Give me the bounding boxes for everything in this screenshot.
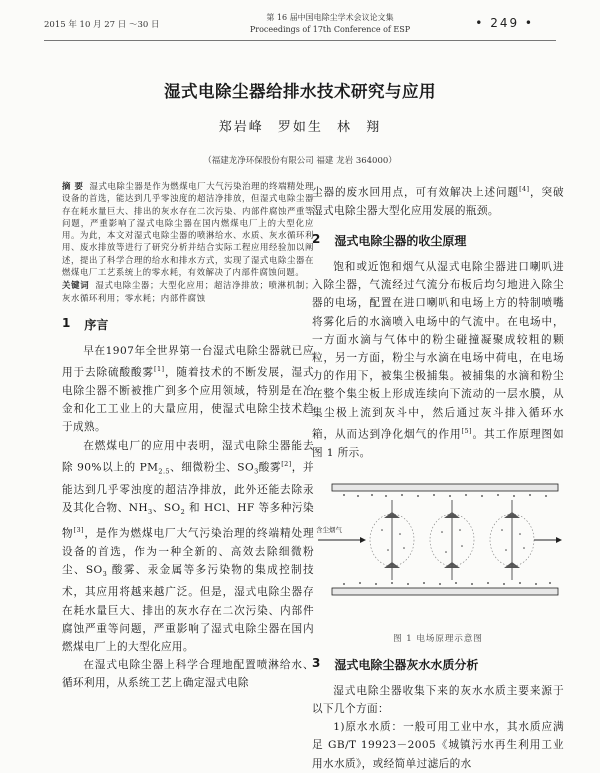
water-quality-paragraph: 湿式电除尘器收集下来的灰水水质主要来源于以下几个方面：: [312, 684, 564, 715]
intro-paragraph-2: 在燃煤电厂的应用中表明，湿式电除尘器能去除 90%以上的 $PM_{2.5}$、细微粉尘、$SO_3$酸雾[2]，并能达到几乎零浊度的超洁净排放，此外还能去除汞及其化合物、$NH_3$、$SO_2$ 和 HCl、HF 等多种污染物[3]，是作为燃煤电厂大气污染治理的终端精处理设备的首选，作为一种全新的、高效去除细微粉尘、$SO_3$ 酸雾、汞金属等多污染物的集成控制技术，其应用将越来越广泛。但是，湿式电除尘器存在耗水量巨大、排出的灰水存在二次污染、内部件腐蚀严重等问题，严重影响了湿式电除尘器在国内燃煤电厂上的大型化应用。: [62, 439, 315, 653]
paper-title: 湿式电除尘器给排水技术研究与应用: [164, 82, 436, 101]
author-list: 郑岩峰 罗如生 林 翔: [218, 120, 382, 135]
page-number: • 249 •: [475, 16, 534, 30]
section-heading-1: [62, 316, 314, 333]
keywords-text: 湿式电除尘器；大型化应用；超洁净排放；喷淋机制；灰水循环利用；零水耗；内部件腐蚀: [62, 280, 314, 303]
intro-paragraph-3: 在湿式电除尘器上科学合理地配置喷淋给水、循环利用，从系统工艺上确定湿式电除: [62, 659, 314, 690]
gas-inlet-label: 含尘烟气: [316, 525, 342, 534]
section-title: 湿式电除尘器的收尘原理: [334, 233, 467, 248]
section-title: 湿式电除尘器灰水水质分析: [334, 657, 479, 672]
section-number: 3: [312, 655, 321, 670]
left-column: [62, 180, 314, 693]
raw-water-paragraph: 1)原水水质：一般可用工业中水，其水质应满足 GB/T 19923－2005《城镇污水再生利用工业用水水质》，或经简单过滤后的水: [312, 721, 564, 770]
proceedings-title-en: Proceedings of 17th Conference of ESP: [249, 25, 411, 34]
section-number: 2: [312, 231, 321, 246]
section-heading-3: [312, 656, 564, 673]
continued-paragraph: 尘器的废水回用点，可有效解决上述问题[4]，突破湿式电除尘器大型化应用发展的瓶颈。: [312, 185, 564, 217]
affiliation: （福建龙净环保股份有限公司 福建 龙岩 364000）: [203, 156, 397, 166]
principle-paragraph: 饱和或近饱和烟气从湿式电除尘器进口喇叭进入除尘器，气流经过气流分布板后均匀地进入除尘器的电场，配置在进口喇叭和电场上方的特制喷嘴将雾化后的水滴喷入电场中的气流中。在电场中，一方面水滴与气体中的粉尘碰撞凝聚成较粗的颗粒，另一方面，粉尘与水滴在电场中荷电，在电场力的作用下，被集尘极捕集。被捕集的水滴和粉尘在整个集尘板上形成连续向下流动的一层水膜，从集尘极上流到灰斗中，然后通过灰斗排入循环水箱，从而达到净化烟气的作用[5]。其工作原理图如图 1 所示。: [312, 260, 564, 459]
abstract-text: 湿式电除尘器是作为燃煤电厂大气污染治理的终端精处理设备的首选，能达到几乎零浊度的超洁净排放，但湿式电除尘器存在耗水量巨大、排出的灰水存在二次污染、内部件腐蚀严重等问题，严重影响了湿式电除尘器在国内燃煤电厂上的大型化应用。为此，本文对湿式电除尘器的喷淋给水、水质、灰水循环利用、废水排放等进行了研究分析并结合实际工程应用经验加以阐述，提出了科学合理的给水和排水方式，实现了湿式电除尘器在燃煤电厂工艺系统上的零水耗，有效解决了内部件腐蚀问题。: [62, 181, 314, 278]
intro-paragraph-1: 早在1907年全世界第一台湿式电除尘器就已应用于去除硫酸酸雾[1]，随着技术的不断发展，湿式电除尘器不断被推广到多个应用领域，特别是在冶金和化工工业上的大量应用，使湿式电除尘技术趋于成熟。: [62, 344, 314, 434]
header-rule: [44, 40, 556, 41]
section-title: 序言: [84, 317, 109, 332]
figure-caption: 图 1 电场原理示意图: [393, 633, 483, 644]
proceedings-title-cn: 第 16 届中国电除尘学术会议论文集: [266, 13, 394, 22]
conference-date: 2015 年 10 月 27 日 ～30 日: [44, 20, 160, 30]
electric-field-diagram: [312, 470, 564, 622]
abstract-label: 摘 要: [62, 181, 84, 191]
section-heading-2: [312, 232, 564, 249]
keywords: [62, 279, 314, 304]
section-number: 1: [62, 315, 71, 330]
abstract: [62, 180, 314, 278]
proceedings-title: [220, 12, 440, 36]
right-column: [312, 180, 564, 773]
running-header: [0, 0, 600, 46]
keywords-label: 关键词: [62, 280, 90, 291]
